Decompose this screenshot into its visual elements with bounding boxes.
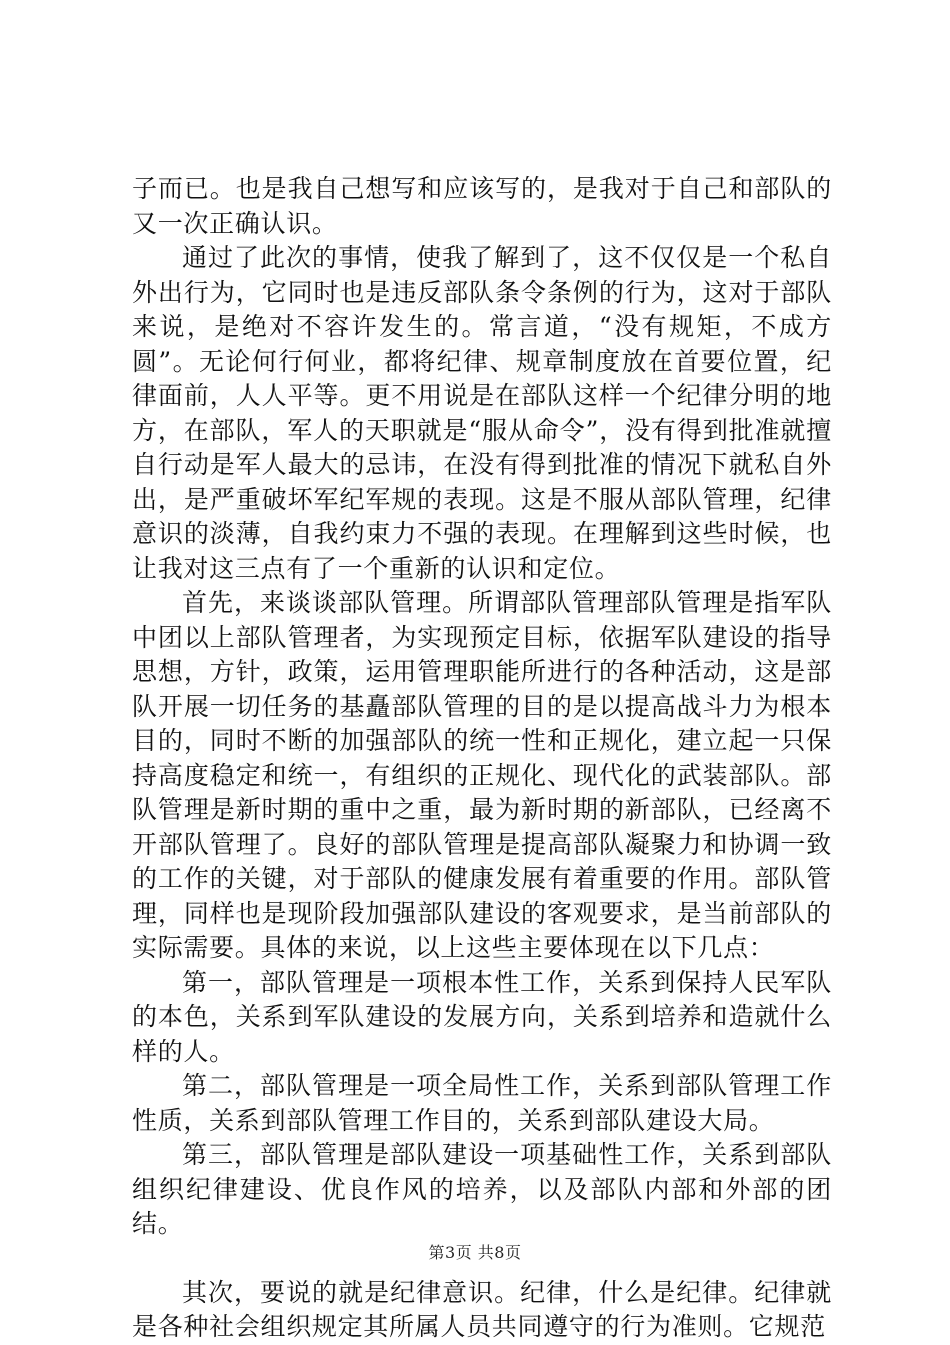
paragraph: 其次，要说的就是纪律意识。纪律，什么是纪律。纪律就是各种社会组织规定其所属人员共同遵守的行为准则。它规范 xyxy=(132,1277,832,1341)
paragraph: 通过了此次的事情，使我了解到了，这不仅仅是一个私自外出行为，它同时也是违反部队条令条例的行为，这对于部队来说，是绝对不容许发生的。常言道，“没有规矩，不成方圆”。无论何行何业，都将纪律、规章制度放在首要位置，纪律面前，人人平等。更不用说是在部队这样一个纪律分明的地方，在部队，军人的天职就是“服从命令”，没有得到批准就擅自行动是军人最大的忌讳，在没有得到批准的情况下就私自外出，是严重破坏军纪军规的表现。这是不服从部队管理，纪律意识的淡薄，自我约束力不强的表现。在理解到这些时候，也让我对这三点有了一个重新的认识和定位。 xyxy=(132,243,832,583)
paragraph: 第一，部队管理是一项根本性工作，关系到保持人民军队的本色，关系到军队建设的发展方向，关系到培养和造就什么样的人。 xyxy=(132,967,832,1066)
document-body xyxy=(132,172,832,1345)
paragraph: 第三，部队管理是部队建设一项基础性工作，关系到部队组织纪律建设、优良作风的培养，以及部队内部和外部的团结。 xyxy=(132,1140,832,1238)
page-number-footer: 第3页 共8页 xyxy=(428,1243,522,1262)
paragraph: 首先，来谈谈部队管理。所谓部队管理部队管理是指军队中团以上部队管理者，为实现预定目标，依据军队建设的指导思想，方针，政策，运用管理职能所进行的各种活动，这是部队开展一切任务的基矗部队管理的目的是以提高战斗力为根本目的，同时不断的加强部队的统一性和正规化，建立起一只保持高度稳定和统一，有组织的正规化、现代化的武装部队。部队管理是新时期的重中之重，最为新时期的新部队，已经离不开部队管理了。良好的部队管理是提高部队凝聚力和协调一致的工作的关键，对于部队的健康发展有着重要的作用。部队管理，同样也是现阶段加强部队建设的客观要求，是当前部队的实际需要。具体的来说，以上这些主要体现在以下几点： xyxy=(132,588,832,962)
paragraph: 第二，部队管理是一项全局性工作，关系到部队管理工作性质，关系到部队管理工作目的，关系到部队建设大局。 xyxy=(132,1071,832,1135)
paragraph: 子而已。也是我自己想写和应该写的，是我对于自己和部队的又一次正确认识。 xyxy=(132,174,832,238)
